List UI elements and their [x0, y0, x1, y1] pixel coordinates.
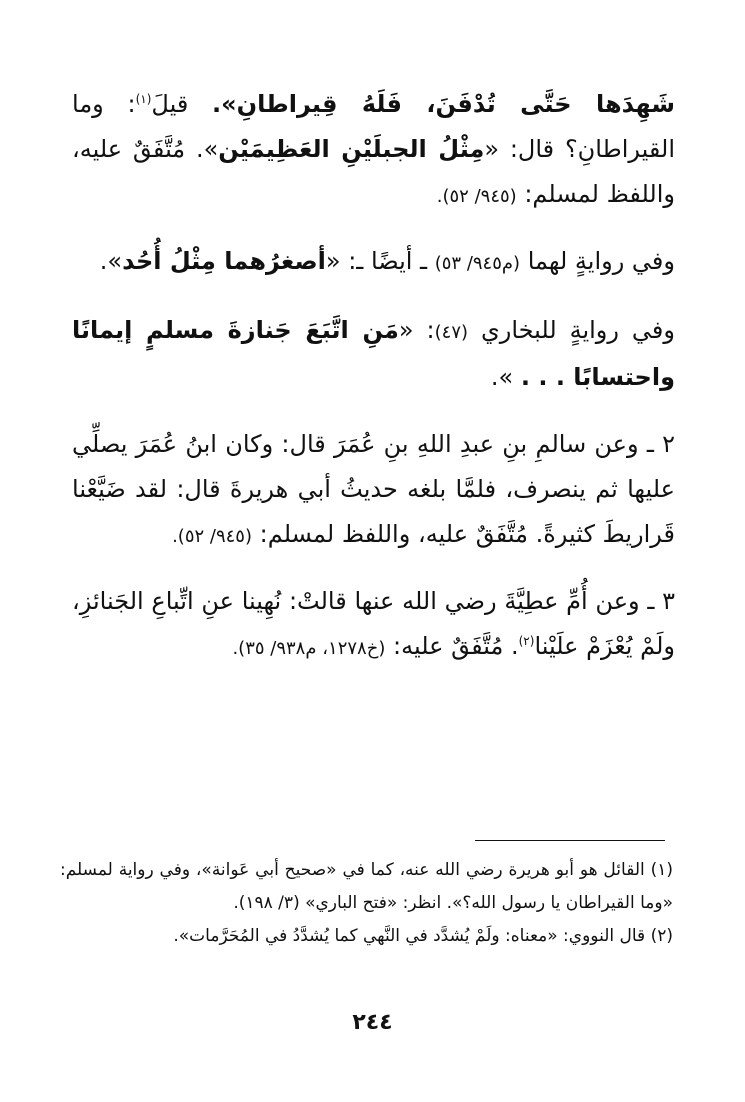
hadith-paragraph-4 [72, 422, 675, 559]
page-number: ٢٤٤ [352, 1010, 393, 1035]
reference: (٤٧) [434, 322, 469, 343]
text-span: ـ أيضًا ـ: « [325, 247, 435, 275]
footnote-marker-2[interactable]: (٢) [518, 634, 535, 648]
text-span: ». [490, 363, 521, 391]
text-span: وفي روايةٍ لهما [520, 247, 675, 275]
text-span: ». مُتَّفَقٌ عليه، واللفظ لمسلم: [72, 135, 675, 208]
text-span: ٣ ـ وعن أُمِّ عطِيَّةَ رضي الله عنها قالتْ: نُهِينا عنِ اتِّباعِ الجَنائزِ، ولَمْ يُعْزَمْ علَيْنا [72, 587, 675, 660]
text-span: وفي روايةٍ للبخاري [468, 316, 675, 344]
footnote-1: (١) القائل هو أبو هريرة رضي الله عنه، كما في «صحيح أبي عَوانة»، وفي رواية لمسلم: «وما القيراطان يا رسول الله؟». انظر: «فتح الباري» (٣/ ١٩٨). [60, 860, 673, 913]
footnote-divider [475, 840, 665, 841]
text-span: ٢ ـ وعن سالمِ بنِ عبدِ اللهِ بنِ عُمَرَ قال: وكان ابنُ عُمَرَ يصلِّي عليها ثم ينصرف، فلمَّا بلغه حديثُ أبي هريرةَ قال: لقد ضَيَّعْنا قَراريطَ كثيرةً. مُتَّفَقٌ عليه، واللفظ لمسلم: [72, 430, 675, 548]
text-span: ». [99, 247, 123, 275]
hadith-paragraph-2 [72, 239, 675, 286]
footnotes [60, 854, 673, 953]
text-span: : وما القيراطانِ؟ قال: « [72, 90, 675, 163]
hadith-text-bold: مِثْلُ الجبلَيْنِ العَظِيمَيْن [218, 135, 485, 163]
reference: (٩٤٥/ ٥٢). [436, 186, 517, 207]
text-span: قيلَ [151, 90, 213, 118]
hadith-paragraph-1 [72, 82, 675, 219]
hadith-text-bold: مَنِ اتَّبَعَ جَنازةَ مسلمٍ إيمانًا واحتسابًا . . . [72, 316, 675, 391]
footnote-marker-1[interactable]: (١) [135, 92, 152, 106]
main-text [72, 82, 675, 693]
hadith-text-bold: أصغرُهما مِثْلُ أُحُد [122, 247, 326, 275]
text-span: : « [398, 316, 435, 344]
reference: (م٩٤٥/ ٥٣) [434, 253, 521, 274]
reference: (٩٤٥/ ٥٢). [172, 526, 253, 547]
footnote-2: (٢) قال النووي: «معناه: ولَمْ يُشدَّد في النَّهي كما يُشدَّدُ في المُحَرَّمات». [173, 926, 673, 946]
hadith-paragraph-3 [72, 308, 675, 400]
text-span: . مُتَّفَقٌ عليه: [385, 632, 519, 660]
reference: (خ١٢٧٨، م٩٣٨/ ٣٥). [232, 638, 386, 659]
hadith-paragraph-5 [72, 579, 675, 671]
hadith-text-bold: شَهِدَها حَتَّى تُدْفَنَ، فَلَهُ قِيراطانِ». [212, 90, 675, 118]
